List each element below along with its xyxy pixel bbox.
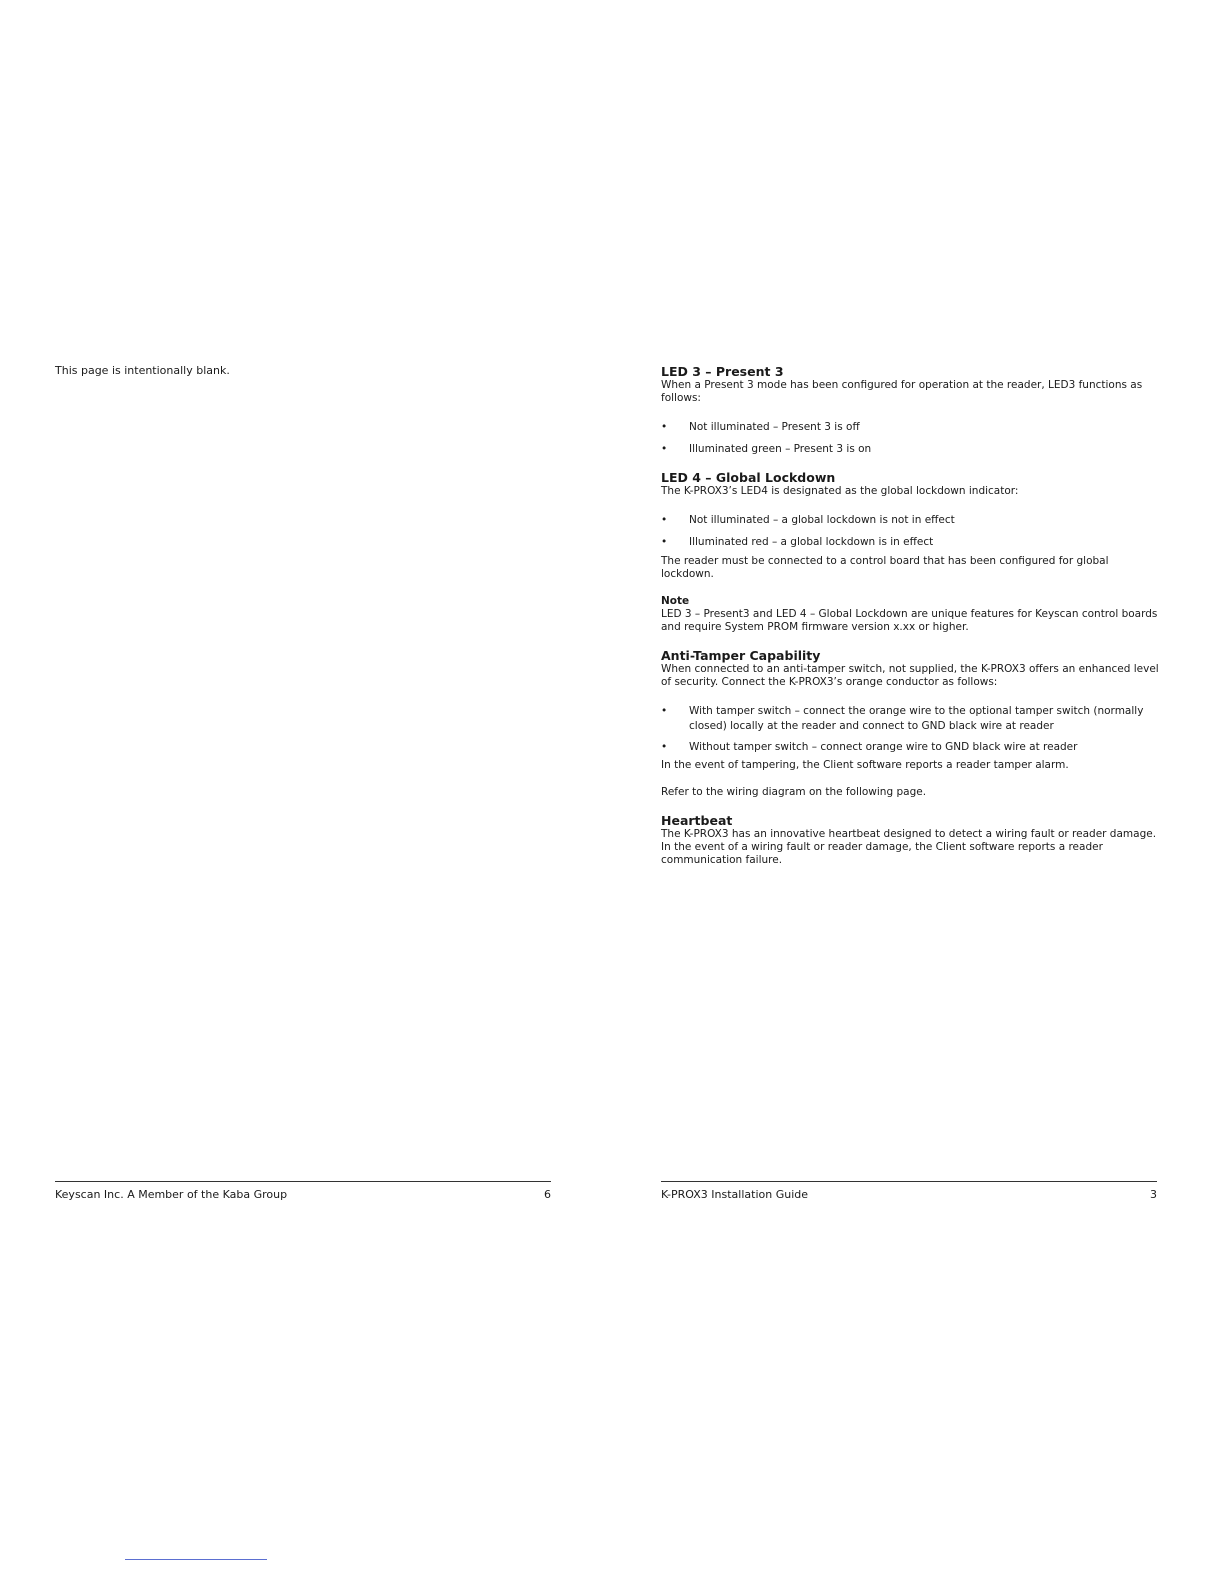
list-item: • Illuminated green – Present 3 is on xyxy=(661,443,872,455)
link-underline xyxy=(125,1559,267,1560)
list-item: • With tamper switch – connect the orange wire to the optional tamper switch (normally closed) locally at the reader and connect to GND black wire at reader xyxy=(661,705,1144,732)
led4-requirement: The reader must be connected to a control board that has been configured for global lockdown. xyxy=(661,555,1109,580)
heartbeat-text: The K-PROX3 has an innovative heartbeat designed to detect a wiring fault or reader damage. In the event of a wiring fault or reader damage, the Client software reports a reader communication failure. xyxy=(661,828,1157,866)
list-item: • Without tamper switch – connect orange wire to GND black wire at reader xyxy=(661,741,1078,753)
list-item: • Illuminated red – a global lockdown is in effect xyxy=(661,536,934,548)
list-item: • Not illuminated – Present 3 is off xyxy=(661,421,860,433)
led4-heading: LED 4 – Global Lockdown xyxy=(661,470,836,485)
left-page-number: 6 xyxy=(544,1188,551,1201)
bullet-icon: • xyxy=(661,514,668,526)
heartbeat-heading: Heartbeat xyxy=(661,813,733,828)
section-led4 xyxy=(661,470,1159,581)
led4-intro: The K-PROX3’s LED4 is designated as the global lockdown indicator: xyxy=(661,485,1019,497)
bullet-icon: • xyxy=(661,741,668,753)
right-footer-text: K-PROX3 Installation Guide xyxy=(661,1188,809,1201)
anti-tamper-intro: When connected to an anti-tamper switch, not supplied, the K-PROX3 offers an enhanced level of security. Connect the K-PROX3’s orange conductor as follows: xyxy=(661,663,1159,688)
section-led3 xyxy=(661,364,1159,457)
bullet-icon: • xyxy=(661,443,668,455)
tamper-alarm-text: In the event of tampering, the Client software reports a reader tamper alarm. xyxy=(661,759,1069,771)
anti-tamper-heading: Anti-Tamper Capability xyxy=(661,648,821,663)
note-text: LED 3 – Present3 and LED 4 – Global Lockdown are unique features for Keyscan control boards and require System PROM firmware version x.xx or higher. xyxy=(661,608,1158,633)
bullet-icon: • xyxy=(661,421,668,433)
list-item: • Not illuminated – a global lockdown is not in effect xyxy=(661,514,955,526)
section-note xyxy=(661,595,1159,634)
wiring-diagram-reference: Refer to the wiring diagram on the following page. xyxy=(661,786,927,798)
right-page-content xyxy=(661,364,1159,867)
section-anti-tamper xyxy=(661,648,1159,799)
led4-bullet-list xyxy=(661,513,1159,550)
anti-tamper-bullet-list xyxy=(661,704,1159,755)
bullet-icon: • xyxy=(661,536,668,548)
bullet-icon: • xyxy=(661,705,668,717)
section-heartbeat xyxy=(661,813,1159,867)
led3-heading: LED 3 – Present 3 xyxy=(661,364,784,379)
right-footer-rule xyxy=(661,1181,1157,1182)
right-page-number: 3 xyxy=(1150,1188,1157,1201)
blank-page-note: This page is intentionally blank. xyxy=(55,364,230,377)
led3-bullet-list xyxy=(661,420,1159,457)
led3-intro: When a Present 3 mode has been configured for operation at the reader, LED3 functions as follows: xyxy=(661,379,1143,404)
left-footer-text: Keyscan Inc. A Member of the Kaba Group xyxy=(55,1188,288,1201)
left-footer-rule xyxy=(55,1181,551,1182)
note-label: Note xyxy=(661,595,690,607)
